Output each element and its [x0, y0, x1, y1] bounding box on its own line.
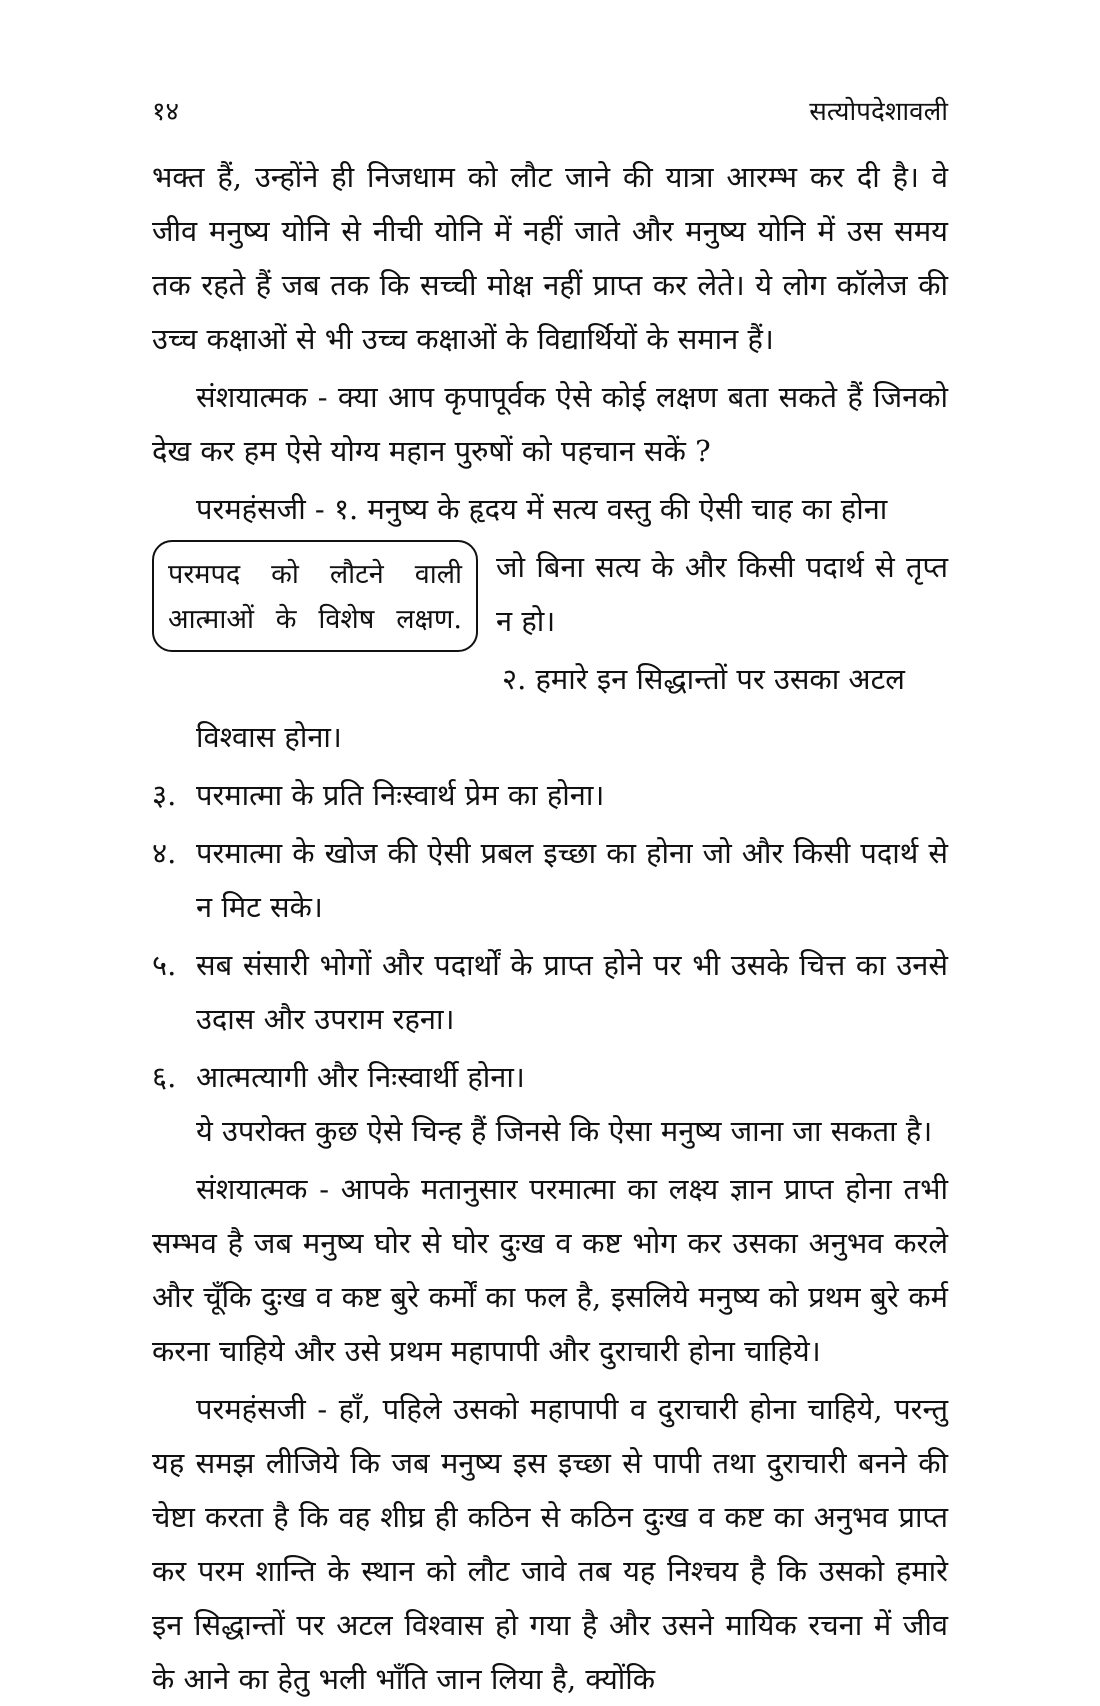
list-number: ६. — [152, 1060, 177, 1094]
list-item: २. हमारे इन सिद्धान्तों पर उसका अटल — [502, 662, 905, 696]
list-text: परमात्मा के खोज की ऐसी प्रबल इच्छा का होना जो और किसी पदार्थ से न मिट सके। — [196, 836, 948, 924]
list-item — [152, 1050, 948, 1104]
sidenote-block — [152, 540, 948, 764]
list-item-continuation: विश्वास होना। — [196, 720, 342, 754]
paragraph: परमहंसजी - हाँ, पहिले उसको महापापी व दुराचारी होना चाहिये, परन्तु यह समझ लीजिये कि जब मनुष्य इस इच्छा से पापी तथा दुराचारी बनने की चेष्टा करता है कि वह शीघ्र ही कठिन से कठिन दुःख व कष्ट का अनुभव प्राप्त कर परम शान्ति के स्थान को लौट जावे तब यह निश्चय है कि उसको हमारे इन सिद्धान्तों पर अटल विश्वास हो गया है और उसने मायिक रचना में जीव के आने का हेतु भली भाँति जान लिया है, क्योंकि — [152, 1392, 948, 1696]
list-text: आत्मत्यागी और निःस्वार्थी होना। — [196, 1060, 525, 1094]
paragraph: भक्त हैं, उन्होंने ही निजधाम को लौट जाने की यात्रा आरम्भ कर दी है। वे जीव मनुष्य योनि से नीची योनि में नहीं जाते और मनुष्य योनि में उस समय तक रहते हैं जब तक कि सच्ची मोक्ष नहीं प्राप्त कर लेते। ये लोग कॉलेज की उच्च कक्षाओं से भी उच्च कक्षाओं के विद्यार्थियों के समान हैं। — [152, 160, 948, 356]
margin-note-line: परमपद को लौटने वाली — [168, 559, 462, 590]
list-item — [152, 938, 948, 1046]
margin-note-line: आत्माओं के विशेष लक्षण. — [168, 604, 462, 635]
list-item — [152, 768, 948, 822]
page-header — [152, 92, 948, 132]
list-text: सब संसारी भोगों और पदार्थों के प्राप्त होने पर भी उसके चित्त का उनसे उदास और उपराम रहना। — [196, 948, 948, 1036]
paragraph: परमहंसजी - १. मनुष्य के हृदय में सत्य वस्तु की ऐसी चाह का होना — [196, 492, 888, 526]
book-title: सत्योपदेशावली — [809, 97, 948, 127]
paragraph: संशयात्मक - आपके मतानुसार परमात्मा का लक्ष्य ज्ञान प्राप्त होना तभी सम्भव है जब मनुष्य घोर से घोर दुःख व कष्ट भोग कर उसका अनुभव करले और चूँकि दुःख व कष्ट बुरे कर्मों का फल है, इसलिये मनुष्य को प्रथम बुरे कर्म करना चाहिये और उसे प्रथम महापापी और दुराचारी होना चाहिये। — [152, 1172, 948, 1368]
list-number: ३. — [152, 778, 177, 812]
page-body — [152, 150, 948, 1706]
page-number: १४ — [152, 97, 180, 127]
list-number: ४. — [152, 836, 177, 870]
paragraph: संशयात्मक - क्या आप कृपापूर्वक ऐसे कोई लक्षण बता सकते हैं जिनको देख कर हम ऐसे योग्य महान पुरुषों को पहचान सकें ? — [152, 380, 948, 468]
list-item — [152, 826, 948, 934]
list-text: परमात्मा के प्रति निःस्वार्थ प्रेम का होना। — [196, 778, 605, 812]
paragraph: ये उपरोक्त कुछ ऐसे चिन्ह हैं जिनसे कि ऐसा मनुष्य जाना जा सकता है। — [196, 1114, 933, 1148]
paragraph: जो बिना सत्य के और किसी पदार्थ से तृप्त न हो। — [496, 550, 948, 638]
margin-note-box — [152, 540, 478, 652]
list-number: ५. — [152, 948, 177, 982]
